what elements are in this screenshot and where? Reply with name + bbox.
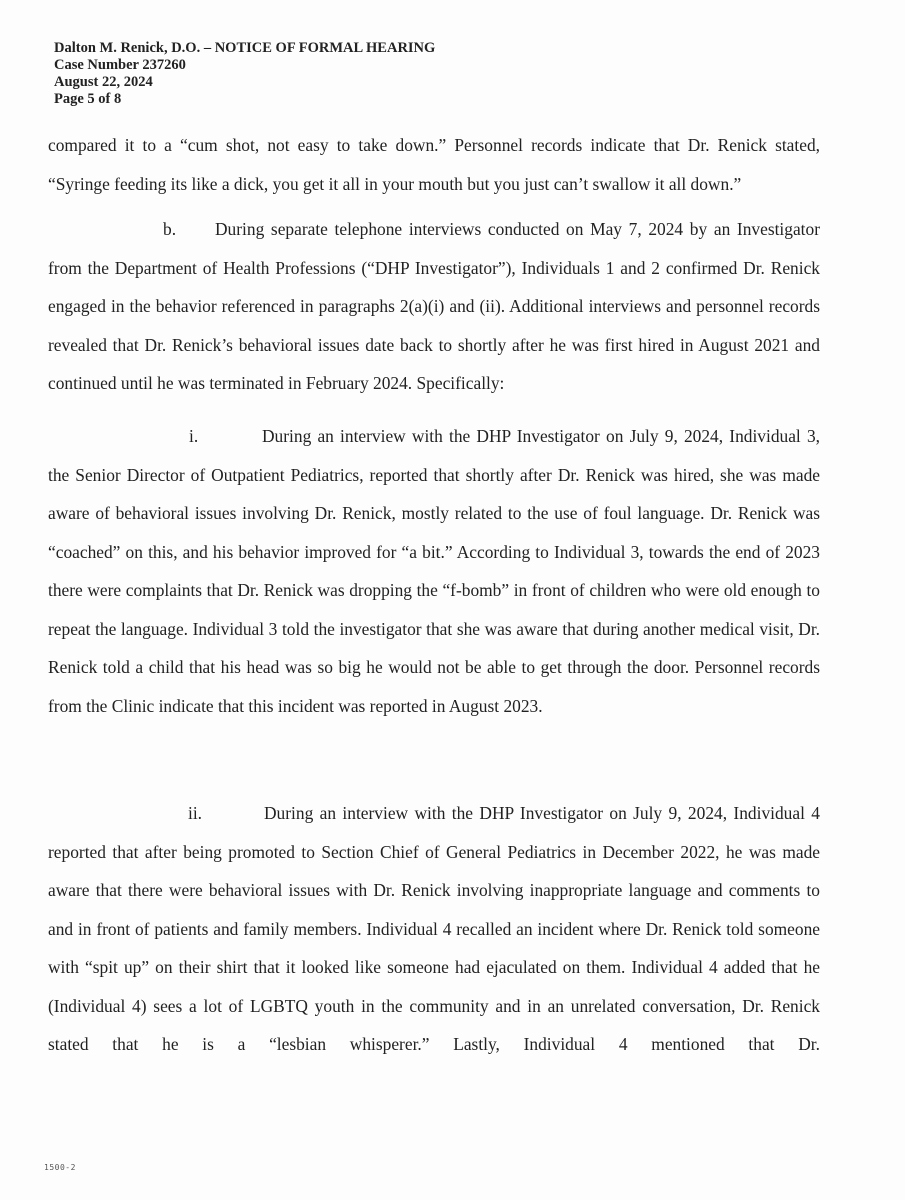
- paragraph-marker: ii.: [188, 803, 203, 823]
- paragraph-marker: i.: [189, 426, 199, 446]
- paragraph-i: [48, 417, 820, 725]
- header-case-number: Case Number 237260: [54, 57, 186, 73]
- paragraph-text: During an interview with the DHP Investigator on July 9, 2024, Individual 3, the Senior Director of Outpatient Pediatrics, reported that shortly after Dr. Renick was hired, she was made aware of behavioral issues involving Dr. Renick, mostly related to the use of foul language. Dr. Renick was “coached” on this, and his behavior improved for “a bit.” According to Individual 3, towards the end of 2023 there were complaints that Dr. Renick was dropping the “f-bomb” in front of children who were old enough to repeat the language. Individual 3 told the investigator that she was aware that during another medical visit, Dr. Renick told a child that his head was so big he would not be able to get through the door. Personnel records from the Clinic indicate that this incident was reported in August 2023.: [48, 426, 820, 716]
- paragraph-text: During separate telephone interviews conducted on May 7, 2024 by an Investigator from the Department of Health Professions (“DHP Investigator”), Individuals 1 and 2 confirmed Dr. Renick engaged in the behavior referenced in paragraphs 2(a)(i) and (ii). Additional interviews and personnel records revealed that Dr. Renick’s behavioral issues date back to shortly after he was first hired in August 2021 and continued until he was terminated in February 2024. Specifically:: [48, 219, 820, 393]
- form-code: 1500-2: [44, 1163, 76, 1172]
- paragraph-text: compared it to a “cum shot, not easy to take down.” Personnel records indicate that Dr. Renick stated, “Syringe feeding its like a dick, you get it all in your mouth but you just can’t swallow it all down.”: [48, 135, 820, 194]
- paragraph-b: [48, 210, 820, 403]
- continuation-paragraph: [48, 126, 820, 203]
- paragraph-ii: [48, 794, 820, 1064]
- header-title: Dalton M. Renick, D.O. – NOTICE OF FORMAL HEARING: [54, 40, 436, 56]
- page-header: [54, 40, 435, 108]
- header-page-number: Page 5 of 8: [54, 91, 122, 107]
- header-date: August 22, 2024: [54, 74, 153, 90]
- paragraph-text: During an interview with the DHP Investigator on July 9, 2024, Individual 4 reported that after being promoted to Section Chief of General Pediatrics in December 2022, he was made aware that there were behavioral issues with Dr. Renick involving inappropriate language and comments to and in front of patients and family members. Individual 4 recalled an incident where Dr. Renick told someone with “spit up” on their shirt that it looked like someone had ejaculated on them. Individual 4 added that he (Individual 4) sees a lot of LGBTQ youth in the community and in an unrelated conversation, Dr. Renick stated that he is a “lesbian whisperer.” Lastly, Individual 4 mentioned that Dr.: [48, 803, 820, 1054]
- paragraph-marker: b.: [163, 219, 177, 239]
